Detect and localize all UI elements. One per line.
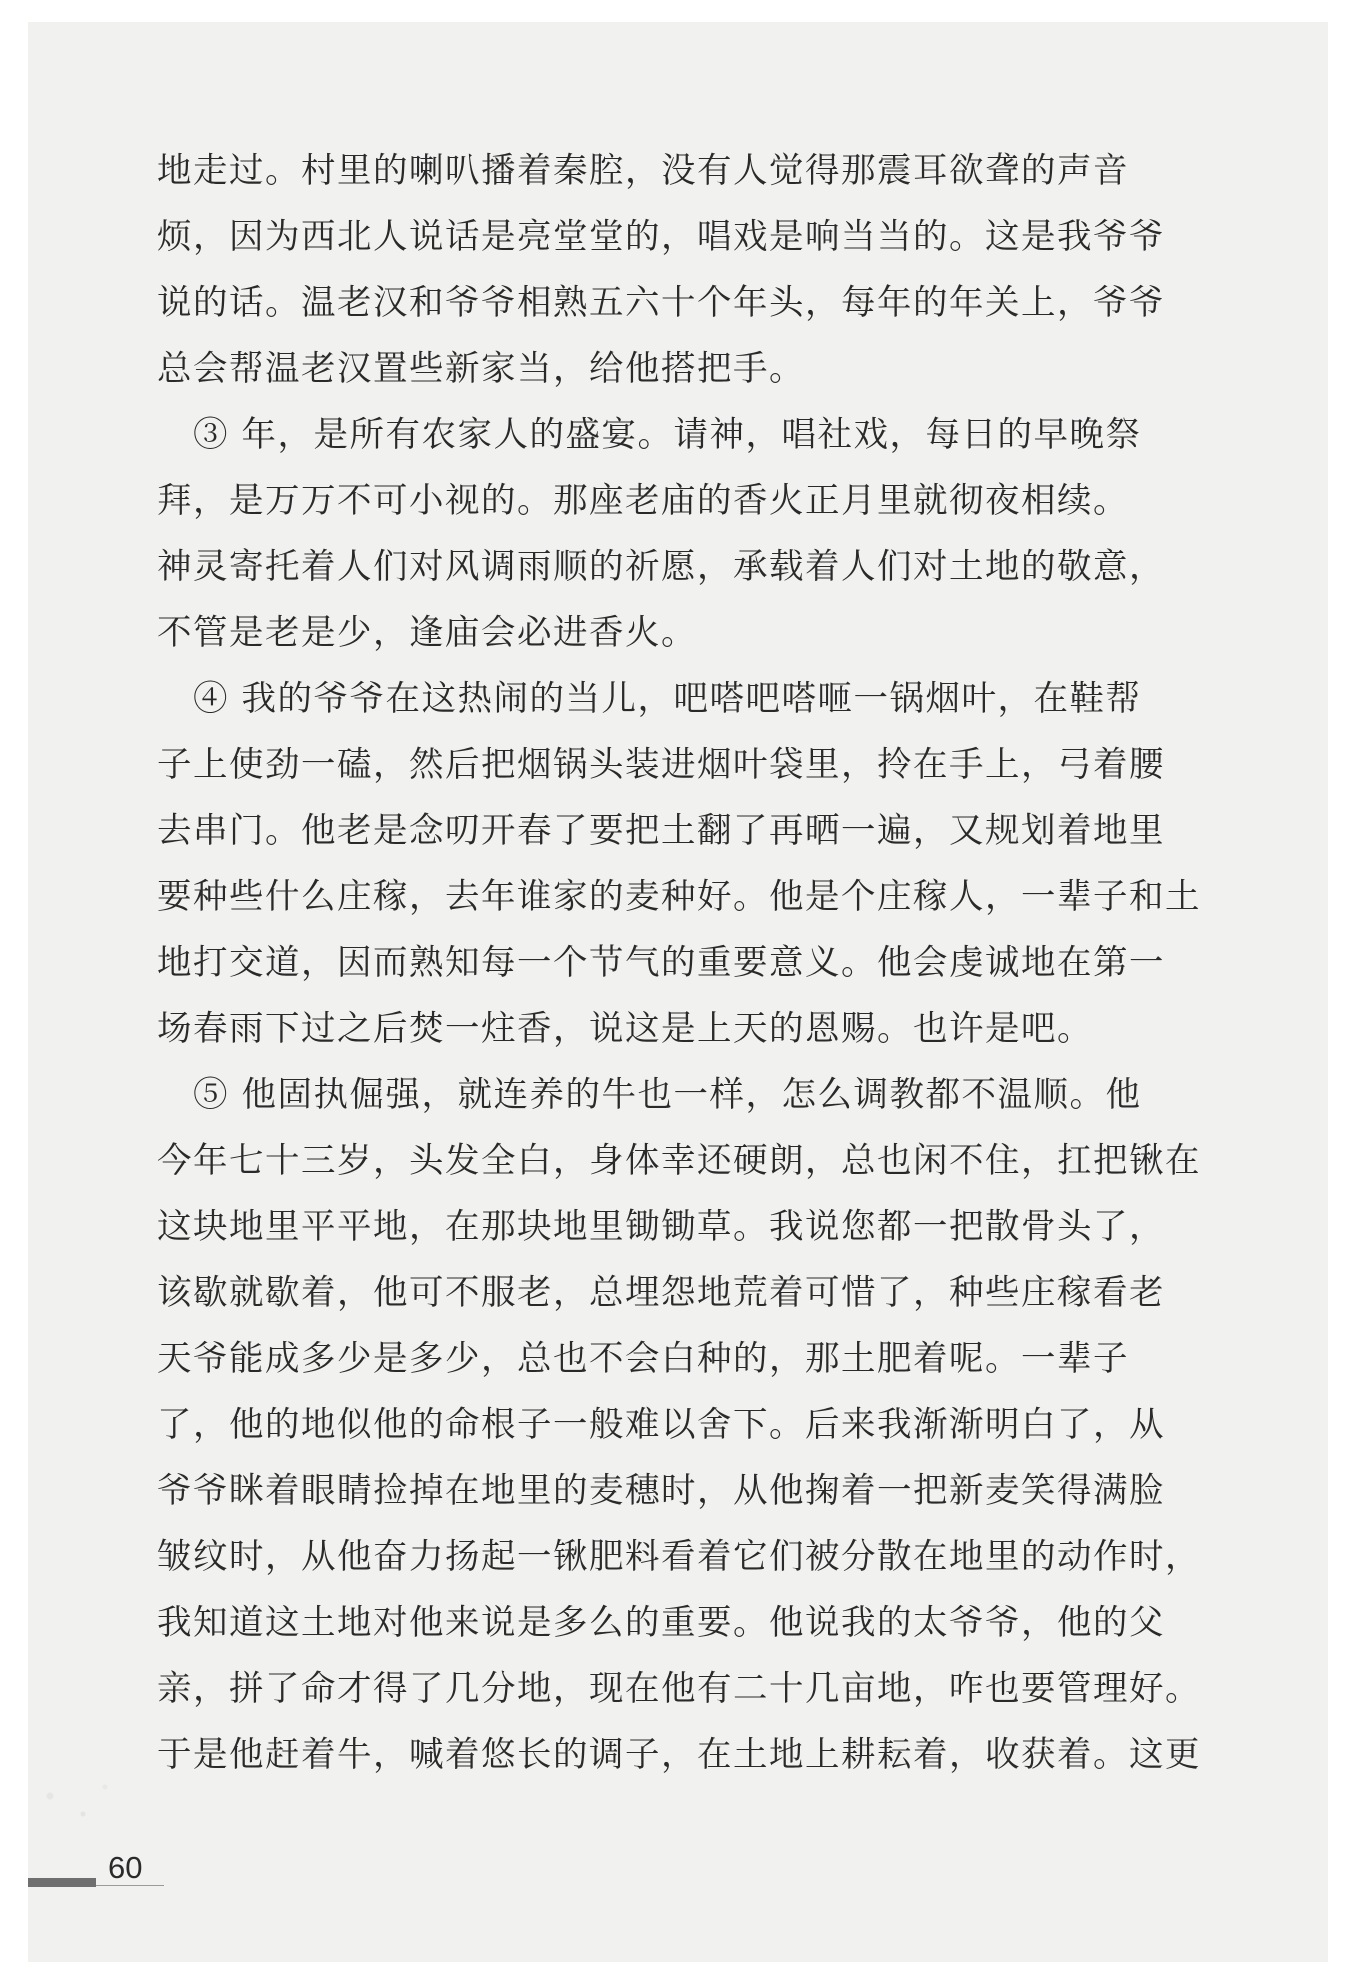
text-line: 地走过。村里的喇叭播着秦腔，没有人觉得那震耳欲聋的声音 bbox=[157, 151, 1129, 191]
text-line: 总会帮温老汉置些新家当，给他搭把手。 bbox=[157, 349, 805, 389]
text-line: 该歇就歇着，他可不服老，总埋怨地荒着可惜了，种些庄稼看老 bbox=[157, 1273, 1165, 1313]
text-line: 这块地里平平地，在那块地里锄锄草。我说您都一把散骨头了， bbox=[157, 1207, 1165, 1247]
paragraph-3-start: ③ 年，是所有农家人的盛宴。请神，唱社戏，每日的早晚祭 bbox=[157, 415, 1142, 455]
text-line: 子上使劲一磕，然后把烟锅头装进烟叶袋里，拎在手上，弓着腰 bbox=[157, 745, 1165, 785]
text-line: 不管是老是少，逢庙会必进香火。 bbox=[157, 613, 697, 653]
text-line: 要种些什么庄稼，去年谁家的麦种好。他是个庄稼人，一辈子和土 bbox=[157, 877, 1201, 917]
footer-bar-decoration bbox=[28, 1878, 96, 1887]
text-line: 我知道这土地对他来说是多么的重要。他说我的太爷爷，他的父 bbox=[157, 1603, 1165, 1643]
text-line: 亲，拼了命才得了几分地，现在他有二十几亩地，咋也要管理好。 bbox=[157, 1669, 1201, 1709]
text-line: 去串门。他老是念叨开春了要把土翻了再晒一遍，又规划着地里 bbox=[157, 811, 1165, 851]
text-line: 爷爷眯着眼睛捡掉在地里的麦穗时，从他掬着一把新麦笑得满脸 bbox=[157, 1471, 1165, 1511]
page-number: 60 bbox=[108, 1850, 143, 1885]
text-line: 于是他赶着牛，喊着悠长的调子，在土地上耕耘着，收获着。这更 bbox=[157, 1735, 1201, 1775]
text-line: 拜，是万万不可小视的。那座老庙的香火正月里就彻夜相续。 bbox=[157, 481, 1129, 521]
text-line: 神灵寄托着人们对风调雨顺的祈愿，承载着人们对土地的敬意， bbox=[157, 547, 1165, 587]
paragraph-4-start: ④ 我的爷爷在这热闹的当儿，吧嗒吧嗒咂一锅烟叶，在鞋帮 bbox=[157, 679, 1142, 719]
text-line: 天爷能成多少是多少，总也不会白种的，那土肥着呢。一辈子 bbox=[157, 1339, 1129, 1379]
paragraph-5-start: ⑤ 他固执倔强，就连养的牛也一样，怎么调教都不温顺。他 bbox=[157, 1075, 1142, 1115]
text-line: 今年七十三岁，头发全白，身体幸还硬朗，总也闲不住，扛把锹在 bbox=[157, 1141, 1201, 1181]
text-line: 皱纹时，从他奋力扬起一锹肥料看着它们被分散在地里的动作时， bbox=[157, 1537, 1201, 1577]
text-line: 说的话。温老汉和爷爷相熟五六十个年头，每年的年关上，爷爷 bbox=[157, 283, 1165, 323]
body-text bbox=[157, 138, 1240, 1788]
text-line: 了，他的地似他的命根子一般难以舍下。后来我渐渐明白了，从 bbox=[157, 1405, 1165, 1445]
text-line: 场春雨下过之后焚一炷香，说这是上天的恩赐。也许是吧。 bbox=[157, 1009, 1093, 1049]
page-speckle-decoration bbox=[28, 1760, 138, 1850]
text-line: 烦，因为西北人说话是亮堂堂的，唱戏是响当当的。这是我爷爷 bbox=[157, 217, 1165, 257]
text-line: 地打交道，因而熟知每一个节气的重要意义。他会虔诚地在第一 bbox=[157, 943, 1165, 983]
